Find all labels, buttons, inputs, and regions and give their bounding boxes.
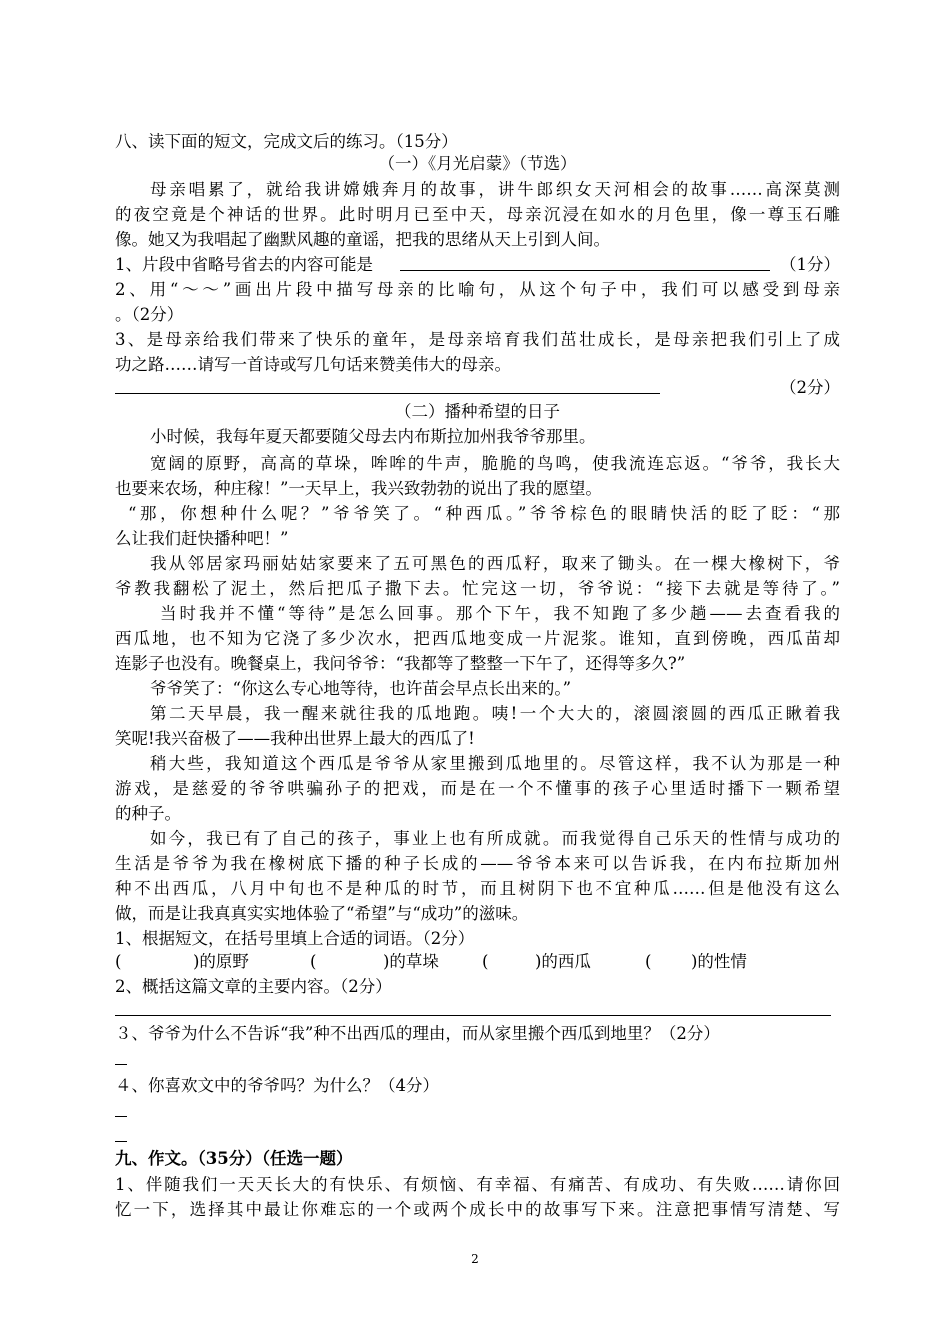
passage-line: 爷爷笑了：“你这么专心地等待，也许苗会早点长出来的。” xyxy=(150,679,572,698)
part-1-paragraph-line: 的夜空竟是个神话的世界。此时明月已至中天，母亲沉浸在如水的月色里，像一尊玉石雕 xyxy=(115,205,840,224)
question-text: 1、片段中省略号省去的内容可能是 xyxy=(115,255,373,274)
passage-line: 爷教我翻松了泥土，然后把瓜子撒下去。忙完这一切，爷爷说：“接下去就是等待了。” xyxy=(115,579,840,598)
question-2-part-2: 2、概括这篇文章的主要内容。（2分） xyxy=(115,977,392,996)
part-1-heading: （一）《月光启蒙》（节选） xyxy=(378,154,577,173)
question-3-part-1: 3、是母亲给我们带来了快乐的童年，是母亲培育我们茁壮成长，是母亲把我们引上了成 xyxy=(115,330,840,349)
composition-line: 1、伴随我们一天天长大的有快乐、有烦恼、有幸福、有痛苦、有成功、有失败……请你回 xyxy=(115,1175,840,1194)
passage-line: 么让我们赶快播种吧！” xyxy=(115,529,289,548)
score-label: （2分） xyxy=(780,378,840,397)
passage-line: 笑呢!我兴奋极了——我种出世界上最大的西瓜了! xyxy=(115,729,475,748)
question-2-part-1-cont: 。（2分） xyxy=(115,305,184,324)
open-paren[interactable]: ( xyxy=(645,952,652,971)
passage-line: 我从邻居家玛丽姑姑家要来了五可黑色的西瓜籽，取来了锄头。在一棵大橡树下，爷 xyxy=(150,554,840,573)
passage-line: 第二天早晨，我一醒来就往我的瓜地跑。咦!一个大大的，滚圆滚圆的西瓜正瞅着我 xyxy=(150,704,840,723)
question-4-part-2: ４、你喜欢文中的爷爷吗？为什么？（4分） xyxy=(115,1076,439,1095)
passage-line: 稍大些，我知道这个西瓜是爷爷从家里搬到瓜地里的。尽管这样，我不认为那是一种 xyxy=(150,754,840,773)
passage-line: 小时候，我每年夏天都要随父母去内布斯拉加州我爷爷那里。 xyxy=(150,427,596,446)
passage-line: 当时我并不懂“等待”是怎么回事。那个下午，我不知跑了多少趟——去查看我的 xyxy=(160,604,840,623)
passage-line: 也要来农场，种庄稼！”一天早上，我兴致勃勃的说出了我的愿望。 xyxy=(115,479,602,498)
part-2-heading: （二）播种希望的日子 xyxy=(395,402,560,421)
answer-line[interactable] xyxy=(115,393,660,394)
answer-line[interactable] xyxy=(115,1064,127,1065)
passage-line: 做，而是让我真真实实地体验了“希望”与“成功”的滋味。 xyxy=(115,904,529,923)
part-1-paragraph-line: 母亲唱累了，就给我讲嫦娥奔月的故事，讲牛郎织女天河相会的故事……高深莫测 xyxy=(150,180,840,199)
section-9-title: 九、作文。（35分）（任选一题） xyxy=(115,1149,353,1168)
part-1-paragraph-line: 像。她又为我唱起了幽默风趣的童谣，把我的思绪从天上引到人间。 xyxy=(115,230,610,249)
composition-line: 忆一下，选择其中最让你难忘的一个或两个成长中的故事写下来。注意把事情写清楚、写 xyxy=(115,1200,840,1219)
question-3-part-2: ３、爷爷为什么不告诉“我”种不出西瓜的理由，而从家里搬个西瓜到地里？（2分） xyxy=(115,1024,720,1043)
passage-line: 连影子也没有。晚餐桌上，我问爷爷：“我都等了整整一下午了，还得等多久?” xyxy=(115,654,686,673)
page-number: 2 xyxy=(471,1252,479,1266)
blank-label-haystack: )的草垛 xyxy=(383,952,439,971)
passage-line: 如今，我已有了自己的孩子，事业上也有所成就。而我觉得自己乐天的性情与成功的 xyxy=(150,829,840,848)
blank-label-field: )的原野 xyxy=(193,952,249,971)
passage-line: 宽阔的原野，高高的草垛，哞哞的牛声，脆脆的鸟鸣，使我流连忘返。“爷爷，我长大 xyxy=(150,454,840,473)
question-1-part-2: 1、根据短文，在括号里填上合适的词语。（2分） xyxy=(115,929,475,948)
blank-label-temperament: )的性情 xyxy=(691,952,747,971)
answer-line[interactable] xyxy=(115,1015,831,1016)
open-paren[interactable]: ( xyxy=(310,952,317,971)
passage-line: 生活是爷爷为我在橡树底下播的种子长成的——爷爷本来可以告诉我，在内布拉斯加州 xyxy=(115,854,840,873)
passage-line: 的种子。 xyxy=(115,804,181,823)
question-3-part-1-cont: 功之路……请写一首诗或写几句话来赞美伟大的母亲。 xyxy=(115,355,511,374)
passage-line: 西瓜地，也不知为它浇了多少次水，把西瓜地变成一片泥浆。谁知，直到傍晚，西瓜苗却 xyxy=(115,629,840,648)
answer-line[interactable] xyxy=(400,270,770,271)
question-2-part-1: 2、用“～～”画出片段中描写母亲的比喻句，从这个句子中，我们可以感受到母亲 xyxy=(115,280,840,299)
open-paren[interactable]: ( xyxy=(482,952,489,971)
answer-line[interactable] xyxy=(115,1116,127,1117)
passage-line: 游戏，是慈爱的爷爷哄骗孙子的把戏，而是在一个不懂事的孩子心里适时播下一颗希望 xyxy=(115,779,840,798)
score-label: （1分） xyxy=(780,255,840,274)
passage-line: 种不出西瓜，八月中旬也不是种瓜的时节，而且树阴下也不宜种瓜……但是他没有这么 xyxy=(115,879,840,898)
section-8-title: 八、读下面的短文，完成文后的练习。（15分） xyxy=(115,132,458,151)
passage-line: “那，你想种什么呢？”爷爷笑了。“种西瓜。”爷爷棕色的眼睛快活的眨了眨：“那 xyxy=(128,504,840,523)
open-paren[interactable]: ( xyxy=(115,952,122,971)
question-1-part-1 xyxy=(115,253,840,277)
blank-label-watermelon: )的西瓜 xyxy=(535,952,591,971)
answer-line[interactable] xyxy=(115,1141,127,1142)
